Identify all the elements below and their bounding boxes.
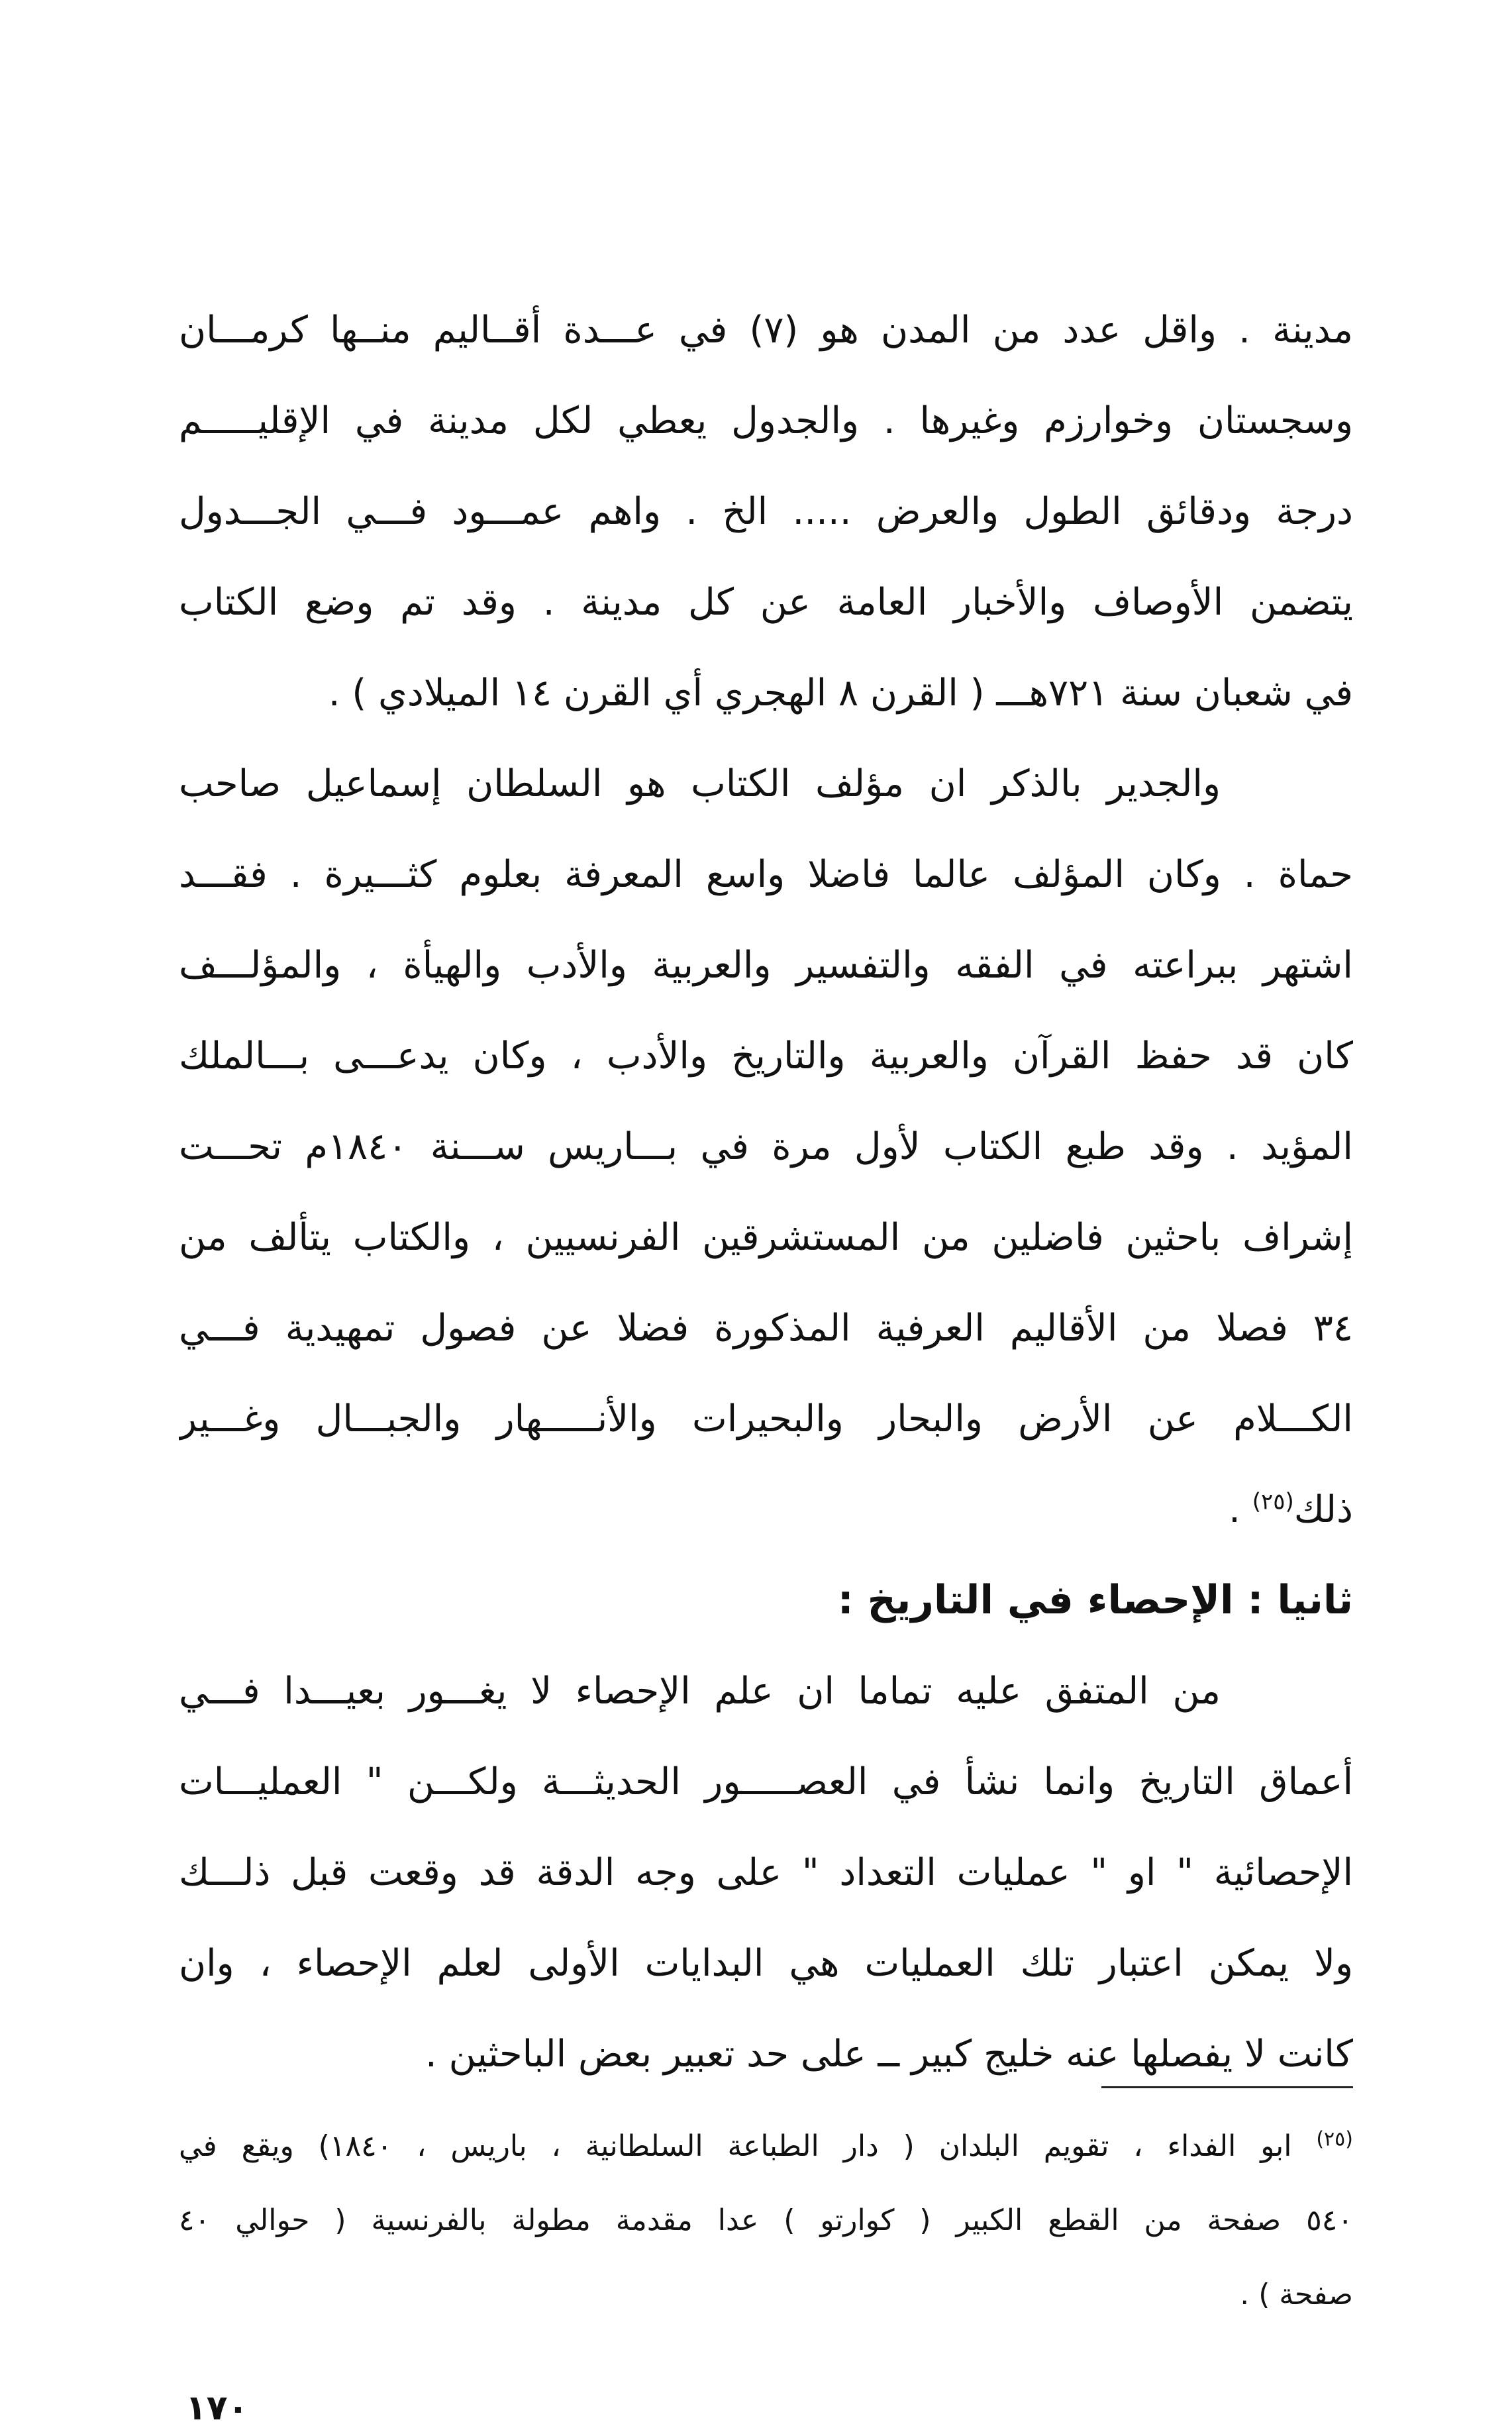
footnote-marker: (٢٥) bbox=[1316, 2127, 1353, 2151]
text-line: كانت لا يفصلها عنه خليج كبير ــ على حد تعبير بعض الباحثين . bbox=[425, 2033, 1353, 2076]
footnote-divider bbox=[1101, 2086, 1353, 2088]
footnote-line: صفحة ) . bbox=[1240, 2278, 1353, 2311]
text-fragment: . bbox=[1229, 1488, 1252, 1531]
footnote-line bbox=[179, 2109, 1353, 2184]
footnote-line: ٥٤٠ صفحة من القطع الكبير ( كوارتو ) عدا مقدمة مطولة بالفرنسية ( حوالي ٤٠ bbox=[179, 2203, 1353, 2237]
text-line: وسجستان وخوارزم وغيرها . والجدول يعطي لكل مدينة في الإقليـــــم bbox=[179, 399, 1353, 442]
text-fragment: ذلك bbox=[1293, 1488, 1353, 1531]
text-line: درجة ودقائق الطول والعرض ..... الخ . واهم عمـــود فـــي الجـــدول bbox=[179, 490, 1353, 533]
text-line-with-note bbox=[179, 1464, 1353, 1555]
text-line: اشتهر ببراعته في الفقه والتفسير والعربية والأدب والهيأة ، والمؤلـــف bbox=[179, 944, 1353, 987]
text-line: إشراف باحثين فاضلين من المستشرقين الفرنسيين ، والكتاب يتألف من bbox=[179, 1216, 1353, 1259]
text-line: والجدير بالذكر ان مؤلف الكتاب هو السلطان إسماعيل صاحب bbox=[179, 762, 1221, 805]
text-line: كان قد حفظ القرآن والعربية والتاريخ والأدب ، وكان يدعـــى بـــالملك bbox=[179, 1035, 1353, 1078]
footnotes bbox=[179, 2109, 1353, 2332]
text-line: ٣٤ فصلا من الأقاليم العرفية المذكورة فضلا عن فصول تمهيدية فـــي bbox=[179, 1307, 1353, 1350]
text-line: أعماق التاريخ وانما نشأ في العصـــــور الحديثـــة ولكـــن " العمليـــات bbox=[179, 1760, 1353, 1803]
footnote-reference: (٢٥) bbox=[1252, 1488, 1294, 1515]
section-heading: ثانيا : الإحصاء في التاريخ : bbox=[837, 1577, 1353, 1623]
text-line: المؤيد . وقد طبع الكتاب لأول مرة في بـــاريس ســـنة ١٨٤٠م تحـــت bbox=[179, 1125, 1353, 1168]
text-line: الإحصائية " او " عمليات التعداد " على وجه الدقة قد وقعت قبل ذلـــك bbox=[179, 1851, 1353, 1894]
text-line: في شعبان سنة ٧٢١هـــ ( القرن ٨ الهجري أي القرن ١٤ الميلادي ) . bbox=[328, 672, 1353, 715]
main-text bbox=[179, 285, 1353, 2100]
text-line: حماة . وكان المؤلف عالما فاضلا واسع المعرفة بعلوم كثـــيرة . فقـــد bbox=[179, 853, 1353, 896]
text-line: مدينة . واقل عدد من المدن هو (٧) في عـــدة أقــاليم منــها كرمـــان bbox=[179, 309, 1353, 352]
text-line: ولا يمكن اعتبار تلك العمليات هي البدايات الأولى لعلم الإحصاء ، وان bbox=[179, 1942, 1353, 1985]
page-number: ١٧٠ bbox=[185, 2388, 249, 2428]
text-line: من المتفق عليه تماما ان علم الإحصاء لا يغـــور بعيـــدا فـــي bbox=[179, 1670, 1221, 1713]
text-line: يتضمن الأوصاف والأخبار العامة عن كل مدينة . وقد تم وضع الكتاب bbox=[179, 581, 1353, 624]
footnote-text: ابو الفداء ، تقويم البلدان ( دار الطباعة السلطانية ، باريس ، ١٨٤٠) ويقع في bbox=[179, 2129, 1317, 2163]
text-line: الكـــلام عن الأرض والبحار والبحيرات والأنـــــهار والجبـــال وغـــير bbox=[179, 1397, 1353, 1441]
